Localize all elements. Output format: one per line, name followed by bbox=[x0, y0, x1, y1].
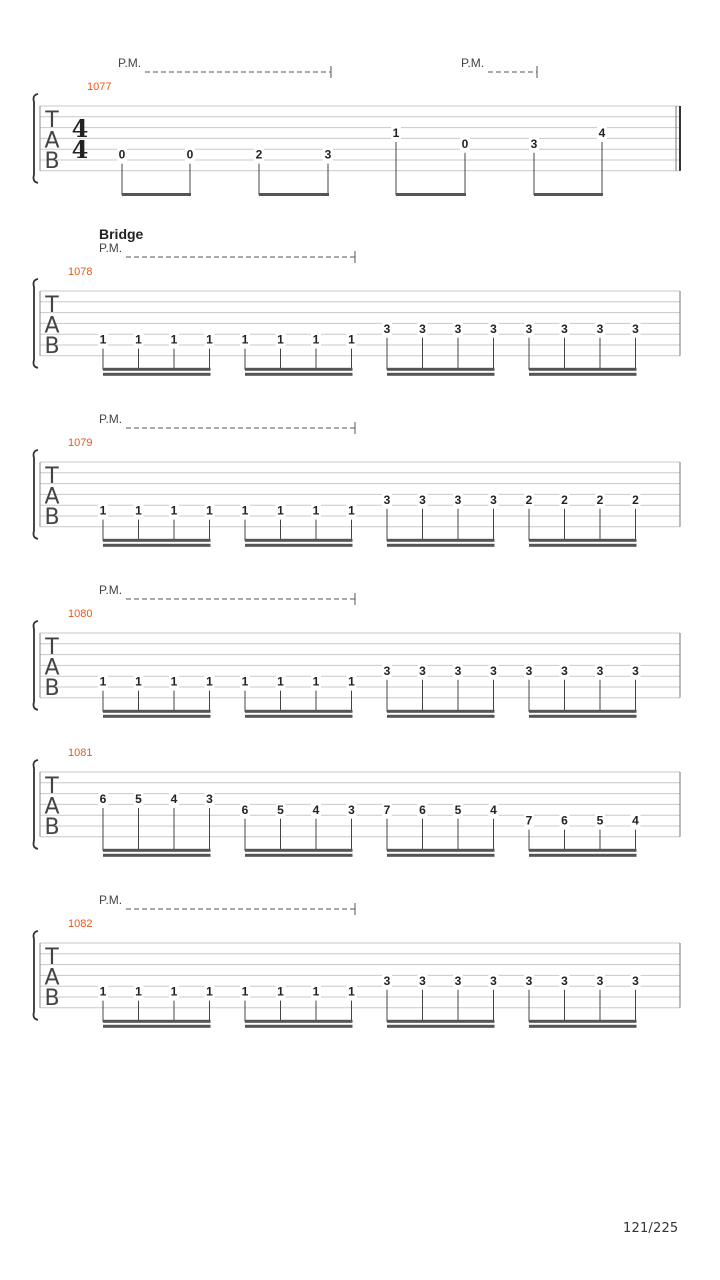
beam bbox=[122, 193, 191, 196]
measure-number: 1077 bbox=[87, 81, 112, 93]
fret-number: 1 bbox=[170, 332, 178, 347]
system-brace bbox=[34, 760, 39, 849]
fret-number: 1 bbox=[348, 503, 355, 518]
palm-mute-label: P.M. bbox=[99, 241, 123, 255]
beam bbox=[103, 373, 211, 376]
fret-number: 1 bbox=[99, 503, 107, 518]
tab-system-1082 bbox=[34, 893, 681, 1028]
beam bbox=[245, 710, 353, 713]
system-brace bbox=[34, 279, 39, 368]
tab-clef-letter: A bbox=[44, 965, 60, 991]
fret-number: 3 bbox=[490, 321, 497, 336]
beam bbox=[387, 539, 495, 542]
beam bbox=[245, 715, 353, 718]
fret-number: 3 bbox=[383, 321, 391, 336]
beam bbox=[245, 1020, 353, 1023]
fret-number: 0 bbox=[186, 147, 194, 162]
beam bbox=[529, 1020, 637, 1023]
palm-mute-label: P.M. bbox=[99, 583, 123, 597]
fret-number: 1 bbox=[206, 674, 213, 689]
tab-clef-letter: T bbox=[45, 108, 59, 133]
fret-number: 3 bbox=[561, 321, 568, 336]
fret-number: 3 bbox=[454, 492, 462, 507]
fret-number: 4 bbox=[598, 126, 606, 140]
beam bbox=[529, 373, 637, 376]
fret-number: 3 bbox=[632, 321, 639, 336]
tab-clef-letter: A bbox=[44, 794, 60, 820]
beam bbox=[245, 539, 353, 542]
palm-mute-label: P.M. bbox=[99, 893, 123, 907]
beam bbox=[396, 193, 466, 196]
beam bbox=[245, 373, 353, 376]
beam bbox=[387, 849, 495, 852]
beam bbox=[387, 1020, 495, 1023]
beam bbox=[245, 854, 353, 857]
fret-number: 7 bbox=[383, 802, 391, 817]
fret-number: 2 bbox=[525, 492, 533, 507]
beam bbox=[529, 710, 637, 713]
fret-number: 3 bbox=[454, 973, 462, 988]
fret-number: 3 bbox=[561, 973, 568, 988]
fret-number: 1 bbox=[241, 674, 249, 689]
section-label: Bridge bbox=[99, 226, 144, 242]
tab-system-1080 bbox=[34, 583, 681, 718]
system-brace bbox=[34, 94, 39, 183]
fret-number: 1 bbox=[99, 984, 107, 999]
tab-clef-letter: B bbox=[44, 676, 60, 701]
page-number: 121/225 bbox=[623, 1221, 679, 1236]
fret-number: 4 bbox=[312, 802, 320, 817]
fret-number: 1 bbox=[277, 674, 284, 689]
fret-number: 1 bbox=[312, 674, 320, 689]
fret-number: 1 bbox=[241, 503, 249, 518]
measure-number: 1081 bbox=[68, 747, 93, 759]
beam bbox=[529, 544, 637, 547]
fret-number: 5 bbox=[277, 802, 284, 817]
fret-number: 1 bbox=[135, 984, 142, 999]
palm-mute-label: P.M. bbox=[99, 412, 123, 426]
beam bbox=[245, 849, 353, 852]
fret-number: 3 bbox=[525, 973, 533, 988]
beam bbox=[103, 710, 211, 713]
fret-number: 1 bbox=[348, 984, 355, 999]
fret-number: 6 bbox=[99, 792, 107, 806]
fret-number: 1 bbox=[170, 674, 178, 689]
beam bbox=[103, 368, 211, 371]
fret-number: 6 bbox=[419, 802, 426, 817]
fret-number: 1 bbox=[99, 674, 107, 689]
fret-number: 1 bbox=[135, 674, 142, 689]
beam bbox=[529, 539, 637, 542]
fret-number: 2 bbox=[255, 147, 263, 162]
fret-number: 1 bbox=[206, 984, 213, 999]
beam bbox=[387, 715, 495, 718]
fret-number: 3 bbox=[490, 492, 497, 507]
beam bbox=[103, 539, 211, 542]
beam bbox=[534, 193, 603, 196]
fret-number: 1 bbox=[99, 332, 107, 347]
fret-number: 1 bbox=[277, 503, 284, 518]
beam bbox=[103, 849, 211, 852]
fret-number: 3 bbox=[596, 973, 604, 988]
fret-number: 2 bbox=[596, 492, 604, 507]
fret-number: 3 bbox=[419, 321, 426, 336]
beam bbox=[387, 373, 495, 376]
fret-number: 3 bbox=[454, 321, 462, 336]
beam bbox=[529, 715, 637, 718]
tab-clef-letter: A bbox=[44, 128, 60, 154]
system-brace bbox=[34, 450, 39, 539]
fret-number: 3 bbox=[490, 973, 497, 988]
fret-number: 3 bbox=[530, 136, 538, 151]
fret-number: 3 bbox=[419, 973, 426, 988]
fret-number: 1 bbox=[277, 984, 284, 999]
beam bbox=[245, 368, 353, 371]
fret-number: 5 bbox=[454, 802, 462, 817]
time-signature-bottom: 4 bbox=[71, 135, 89, 164]
tab-clef-letter: T bbox=[45, 945, 59, 970]
tab-clef-letter: T bbox=[45, 774, 59, 799]
fret-number: 1 bbox=[135, 332, 142, 347]
beam bbox=[103, 544, 211, 547]
beam bbox=[387, 544, 495, 547]
fret-number: 2 bbox=[632, 492, 639, 507]
fret-number: 3 bbox=[525, 321, 533, 336]
beam bbox=[245, 1025, 353, 1028]
fret-number: 7 bbox=[525, 813, 533, 828]
fret-number: 3 bbox=[454, 663, 462, 678]
fret-number: 1 bbox=[241, 984, 249, 999]
fret-number: 1 bbox=[392, 126, 400, 140]
fret-number: 3 bbox=[324, 147, 332, 162]
fret-number: 3 bbox=[632, 663, 639, 678]
beam bbox=[245, 544, 353, 547]
fret-number: 3 bbox=[383, 492, 391, 507]
tab-clef-letter: B bbox=[44, 334, 60, 359]
fret-number: 5 bbox=[596, 813, 604, 828]
fret-number: 3 bbox=[419, 492, 426, 507]
beam bbox=[387, 1025, 495, 1028]
tab-clef-letter: B bbox=[44, 986, 60, 1011]
fret-number: 3 bbox=[525, 663, 533, 678]
palm-mute-label: P.M. bbox=[461, 56, 485, 70]
beam bbox=[387, 854, 495, 857]
fret-number: 4 bbox=[632, 813, 639, 828]
tab-system-1081 bbox=[34, 747, 681, 857]
fret-number: 3 bbox=[632, 973, 639, 988]
tab-system-1078 bbox=[34, 226, 681, 376]
fret-number: 1 bbox=[170, 503, 178, 518]
fret-number: 1 bbox=[312, 503, 320, 518]
fret-number: 3 bbox=[348, 802, 355, 817]
beam bbox=[529, 368, 637, 371]
beam bbox=[529, 849, 637, 852]
fret-number: 1 bbox=[348, 674, 355, 689]
fret-number: 1 bbox=[170, 984, 178, 999]
tab-clef-letter: T bbox=[45, 293, 59, 318]
beam bbox=[387, 368, 495, 371]
fret-number: 5 bbox=[135, 792, 142, 806]
tab-system-1077 bbox=[34, 56, 681, 196]
fret-number: 3 bbox=[596, 321, 604, 336]
beam bbox=[103, 854, 211, 857]
beam bbox=[103, 1020, 211, 1023]
measure-number: 1080 bbox=[68, 608, 93, 620]
fret-number: 1 bbox=[241, 332, 249, 347]
system-brace bbox=[34, 621, 39, 710]
tab-clef-letter: T bbox=[45, 635, 59, 660]
tab-clef-letter: B bbox=[44, 505, 60, 530]
fret-number: 1 bbox=[135, 503, 142, 518]
tab-clef-letter: T bbox=[45, 464, 59, 489]
palm-mute-label: P.M. bbox=[118, 56, 142, 70]
tab-clef-letter: B bbox=[44, 149, 60, 174]
fret-number: 1 bbox=[312, 332, 320, 347]
fret-number: 3 bbox=[561, 663, 568, 678]
fret-number: 6 bbox=[561, 813, 568, 828]
fret-number: 4 bbox=[170, 792, 178, 806]
tab-clef-letter: B bbox=[44, 815, 60, 840]
fret-number: 1 bbox=[206, 332, 213, 347]
fret-number: 1 bbox=[206, 503, 213, 518]
tab-clef-letter: A bbox=[44, 655, 60, 681]
fret-number: 4 bbox=[490, 802, 497, 817]
fret-number: 1 bbox=[277, 332, 284, 347]
beam bbox=[387, 710, 495, 713]
fret-number: 1 bbox=[348, 332, 355, 347]
fret-number: 0 bbox=[118, 147, 126, 162]
system-brace bbox=[34, 931, 39, 1020]
fret-number: 3 bbox=[383, 663, 391, 678]
beam bbox=[103, 1025, 211, 1028]
tab-system-1079 bbox=[34, 412, 681, 547]
tab-clef-letter: A bbox=[44, 313, 60, 339]
time-signature-top: 4 bbox=[71, 114, 89, 143]
fret-number: 3 bbox=[419, 663, 426, 678]
measure-number: 1082 bbox=[68, 918, 93, 930]
beam bbox=[259, 193, 329, 196]
measure-number: 1078 bbox=[68, 266, 93, 278]
fret-number: 3 bbox=[596, 663, 604, 678]
measure-number: 1079 bbox=[68, 437, 93, 449]
fret-number: 2 bbox=[561, 492, 568, 507]
beam bbox=[529, 854, 637, 857]
fret-number: 1 bbox=[312, 984, 320, 999]
beam bbox=[103, 715, 211, 718]
fret-number: 0 bbox=[461, 136, 469, 151]
fret-number: 3 bbox=[383, 973, 391, 988]
fret-number: 6 bbox=[241, 802, 249, 817]
tab-clef-letter: A bbox=[44, 484, 60, 510]
fret-number: 3 bbox=[206, 792, 213, 806]
fret-number: 3 bbox=[490, 663, 497, 678]
beam bbox=[529, 1025, 637, 1028]
